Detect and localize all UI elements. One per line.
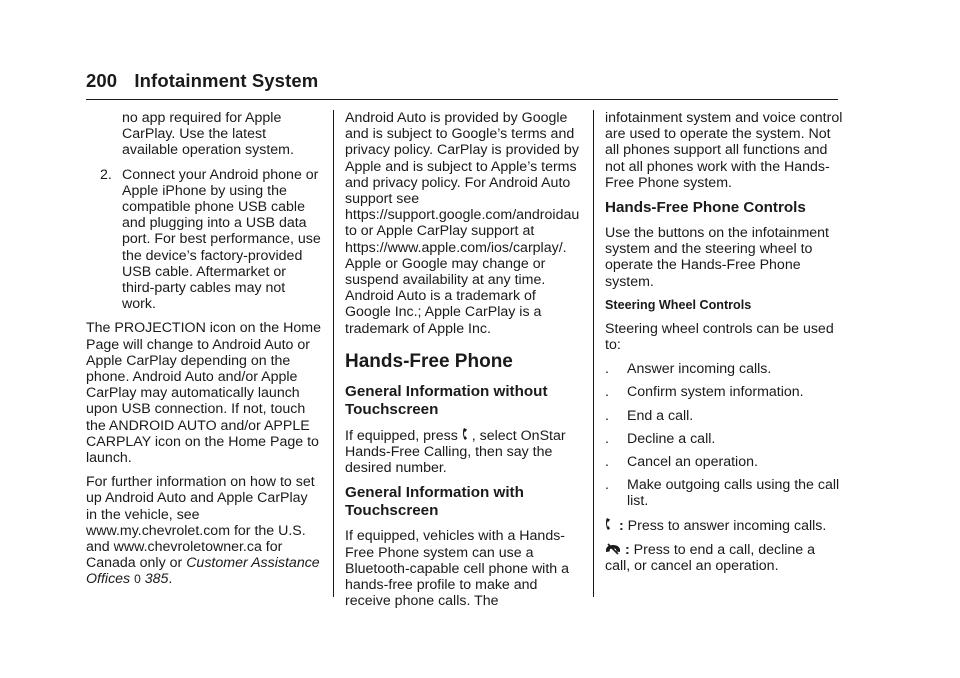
page-header <box>86 70 318 92</box>
further-info-paragraph <box>86 474 322 587</box>
with-touchscreen-paragraph: If equipped, vehicles with a Hands-Free Phone system can use a Bluetooth-capable cell phone with a hands-free profile to make and receive phone calls. The <box>345 528 570 610</box>
bullet-text: Cancel an operation. <box>627 454 758 471</box>
customer-assistance-link[interactable]: Customer Assistance Offices <box>86 555 320 588</box>
infotainment-paragraph: infotainment system and voice control are used to operate the system. Not all phones support all functions and not all phones work with the Hands-Free Phone system. <box>605 110 843 191</box>
bullet-mark: . <box>605 407 609 424</box>
bullet-text: Answer incoming calls. <box>627 361 772 378</box>
section-title: Infotainment System <box>134 70 319 91</box>
step1-continuation: no app required for Apple CarPlay. Use the latest available operation system. <box>122 110 294 159</box>
answer-separator: : <box>618 517 624 534</box>
android-auto-paragraph: Android Auto is provided by Google and is subject to Google’s terms and privacy policy. CarPlay is provided by Apple and is subject to Apple’s terms and privacy policy. For Android Auto support see https://support.google.com/androidauto or Apple CarPlay support at https://www.apple.com/ios/carplay/. Apple or Google may change or suspend availability at any time. Android Auto is a trademark of Google Inc.; Apple CarPlay is a trademark of Apple Inc. <box>345 110 580 337</box>
steering-controls-intro: Steering wheel controls can be used to: <box>605 320 834 354</box>
column-divider-1 <box>333 110 334 597</box>
press-text: If equipped, press <box>345 427 458 444</box>
hands-free-controls-heading: Hands-Free Phone Controls <box>605 199 806 217</box>
end-call-description <box>605 542 843 574</box>
select-onstar-text: , select OnStar Hands-Free Calling, then say the desired number. <box>345 427 566 477</box>
end-text: Press to end a call, decline a call, or cancel an operation. <box>605 541 816 575</box>
phone-icon <box>605 517 615 534</box>
bullet-item <box>605 408 843 424</box>
general-info-without-touchscreen-heading: General Information without Touchscreen <box>345 382 548 418</box>
answer-text: Press to answer incoming calls. <box>627 517 827 534</box>
end-separator: : <box>624 541 630 558</box>
bullet-mark: . <box>605 430 609 447</box>
bullet-item <box>605 384 843 400</box>
phone-icon <box>462 427 472 444</box>
bullet-mark: . <box>605 361 609 378</box>
bullet-item <box>605 454 843 470</box>
steering-wheel-controls-heading: Steering Wheel Controls <box>605 297 752 312</box>
bullet-text: Make outgoing calls using the call list. <box>627 477 840 510</box>
bullet-item <box>605 431 843 447</box>
bullet-item <box>605 361 843 377</box>
bullet-item <box>605 477 843 509</box>
answer-call-description <box>605 517 843 534</box>
projection-paragraph: The PROJECTION icon on the Home Page will change to Android Auto or Apple CarPlay depending on the phone. Android Auto and/or Apple CarPlay may automatically launch upon USB connection. If not, touch the ANDROID AUTO and/or APPLE CARPLAY icon on the Home Page to launch. <box>86 320 321 467</box>
general-info-with-touchscreen-heading: General Information with Touchscreen <box>345 484 524 520</box>
page-ref-arrow: 0 <box>134 572 141 587</box>
further-info-text: For further information on how to set up Android Auto and Apple CarPlay in the vehicle, see www.my.chevrolet.com for the U.S. and www.chevroletowner.ca for Canada only or <box>86 474 315 572</box>
bullet-text: Confirm system information. <box>627 384 804 401</box>
controls-paragraph: Use the buttons on the infotainment system and the steering wheel to operate the Hands-Free Phone system. <box>605 225 829 290</box>
bullet-mark: . <box>605 477 609 494</box>
column-1 <box>86 110 322 596</box>
page-ref-number[interactable]: 385 <box>144 571 169 588</box>
column-2 <box>345 110 583 617</box>
step-2-number: 2. <box>100 166 112 183</box>
bullet-mark: . <box>605 454 609 471</box>
column-divider-2 <box>593 110 594 597</box>
header-rule <box>86 99 838 100</box>
page-number: 200 <box>86 70 118 91</box>
bullet-mark: . <box>605 384 609 401</box>
without-touchscreen-paragraph <box>345 427 583 477</box>
hands-free-phone-heading: Hands-Free Phone <box>345 350 513 372</box>
bullet-text: End a call. <box>627 407 694 424</box>
end-call-icon <box>605 542 621 558</box>
bullet-text: Decline a call. <box>627 430 716 447</box>
column-3 <box>605 110 843 582</box>
para-end: . <box>168 571 173 588</box>
step-2 <box>86 167 322 313</box>
step-2-text: Connect your Android phone or Apple iPhone by using the compatible phone USB cable and plugging into a USB data port. For best performance, use the device’s factory-provided USB cable. Aftermarket or third-party cables may not work. <box>122 166 321 313</box>
